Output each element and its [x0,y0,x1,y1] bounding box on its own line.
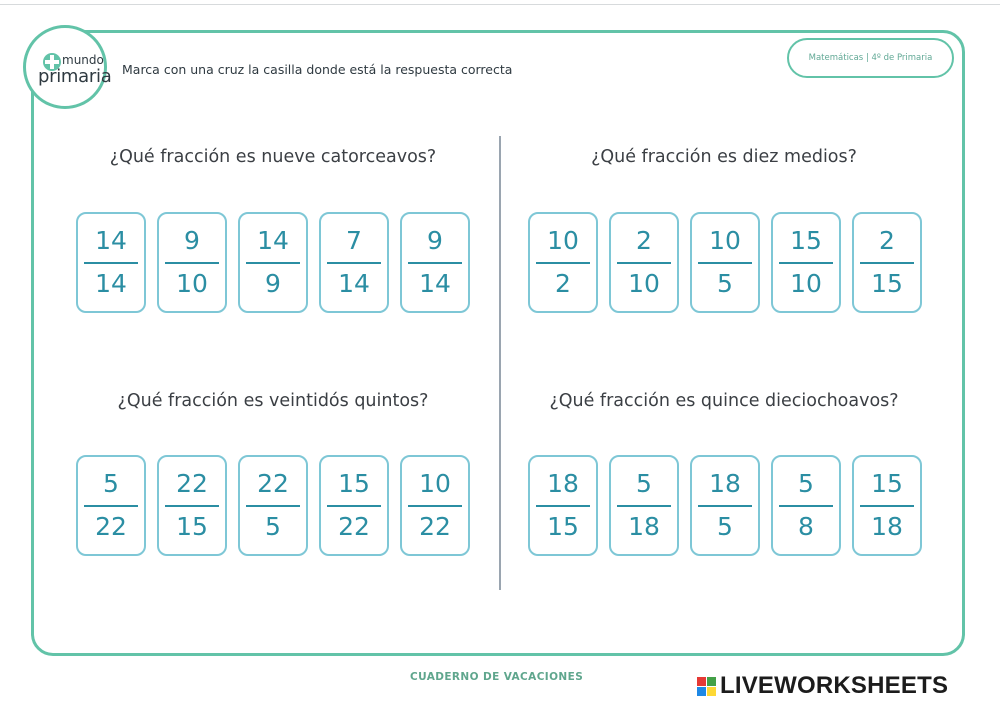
numerator: 10 [709,226,741,255]
question-1: ¿Qué fracción es nueve catorceavos? [109,147,437,167]
denominator: 22 [95,512,127,541]
logo-text-mundo: mundo [62,53,104,67]
fraction-bar [698,505,752,507]
fraction-option[interactable] [771,455,841,556]
fraction-option[interactable] [528,212,598,313]
numerator: 9 [184,226,200,255]
fraction-bar [779,262,833,264]
brick-yellow [707,687,716,696]
fraction-option[interactable] [852,455,922,556]
logo-text-primaria: primaria [38,66,112,87]
denominator: 18 [871,512,903,541]
denominator: 8 [798,512,814,541]
numerator: 5 [798,469,814,498]
fraction-option[interactable] [157,455,227,556]
numerator: 22 [257,469,289,498]
fraction-option[interactable] [238,212,308,313]
numerator: 22 [176,469,208,498]
numerator: 18 [709,469,741,498]
question-2: ¿Qué fracción es diez medios? [591,147,857,167]
column-divider [499,136,501,590]
liveworksheets-brand [697,672,948,700]
numerator: 14 [257,226,289,255]
denominator: 22 [419,512,451,541]
denominator: 2 [555,269,571,298]
numerator: 2 [636,226,652,255]
fraction-option[interactable] [852,212,922,313]
denominator: 14 [338,269,370,298]
fraction-bar [617,262,671,264]
fraction-bar [617,505,671,507]
numerator: 7 [346,226,362,255]
fraction-bar [165,505,219,507]
fraction-option[interactable] [528,455,598,556]
subject-badge [787,38,954,78]
numerator: 10 [419,469,451,498]
numerator: 2 [879,226,895,255]
denominator: 9 [265,269,281,298]
question-4: ¿Qué fracción es quince dieciochoavos? [549,391,899,411]
denominator: 15 [871,269,903,298]
question-3: ¿Qué fracción es veintidós quintos? [117,391,429,411]
liveworksheets-wordmark: LIVEWORKSHEETS [720,672,949,699]
denominator: 5 [265,512,281,541]
fraction-bar [327,505,381,507]
fraction-bar [860,505,914,507]
denominator: 14 [419,269,451,298]
fraction-bar [246,505,300,507]
fraction-bar [536,505,590,507]
numerator: 5 [103,469,119,498]
numerator: 15 [790,226,822,255]
denominator: 5 [717,512,733,541]
fraction-option[interactable] [609,455,679,556]
numerator: 14 [95,226,127,255]
fraction-option[interactable] [771,212,841,313]
fraction-option[interactable] [690,455,760,556]
footer-caption: CUADERNO DE VACACIONES [410,671,584,683]
mundo-primaria-logo [23,25,112,109]
numerator: 10 [547,226,579,255]
fraction-bar [408,505,462,507]
brick-green [707,677,716,686]
denominator: 15 [176,512,208,541]
fraction-bar [84,505,138,507]
worksheet-frame [31,30,965,656]
fraction-bar [408,262,462,264]
numerator: 9 [427,226,443,255]
instruction-text: Marca con una cruz la casilla donde está la respuesta correcta [122,62,513,77]
denominator: 5 [717,269,733,298]
fraction-option[interactable] [319,212,389,313]
fraction-option[interactable] [319,455,389,556]
numerator: 15 [338,469,370,498]
denominator: 18 [628,512,660,541]
numerator: 5 [636,469,652,498]
denominator: 10 [176,269,208,298]
denominator: 10 [790,269,822,298]
brick-red [697,677,706,686]
fraction-bar [698,262,752,264]
fraction-option[interactable] [238,455,308,556]
fraction-bar [860,262,914,264]
fraction-option[interactable] [400,455,470,556]
question-4-options [528,455,922,556]
numerator: 15 [871,469,903,498]
question-3-options [76,455,470,556]
liveworksheets-logo-icon [697,677,716,696]
top-rule [0,4,1000,5]
fraction-bar [327,262,381,264]
fraction-option[interactable] [609,212,679,313]
brick-blue [697,687,706,696]
fraction-option[interactable] [76,455,146,556]
fraction-bar [246,262,300,264]
fraction-bar [165,262,219,264]
fraction-bar [536,262,590,264]
numerator: 18 [547,469,579,498]
denominator: 15 [547,512,579,541]
denominator: 10 [628,269,660,298]
subject-label: Matemáticas | 4º de Primaria [808,53,933,63]
fraction-bar [84,262,138,264]
fraction-option[interactable] [400,212,470,313]
question-2-options [528,212,922,313]
denominator: 22 [338,512,370,541]
fraction-option[interactable] [157,212,227,313]
denominator: 14 [95,269,127,298]
fraction-bar [779,505,833,507]
fraction-option[interactable] [76,212,146,313]
fraction-option[interactable] [690,212,760,313]
question-1-options [76,212,470,313]
